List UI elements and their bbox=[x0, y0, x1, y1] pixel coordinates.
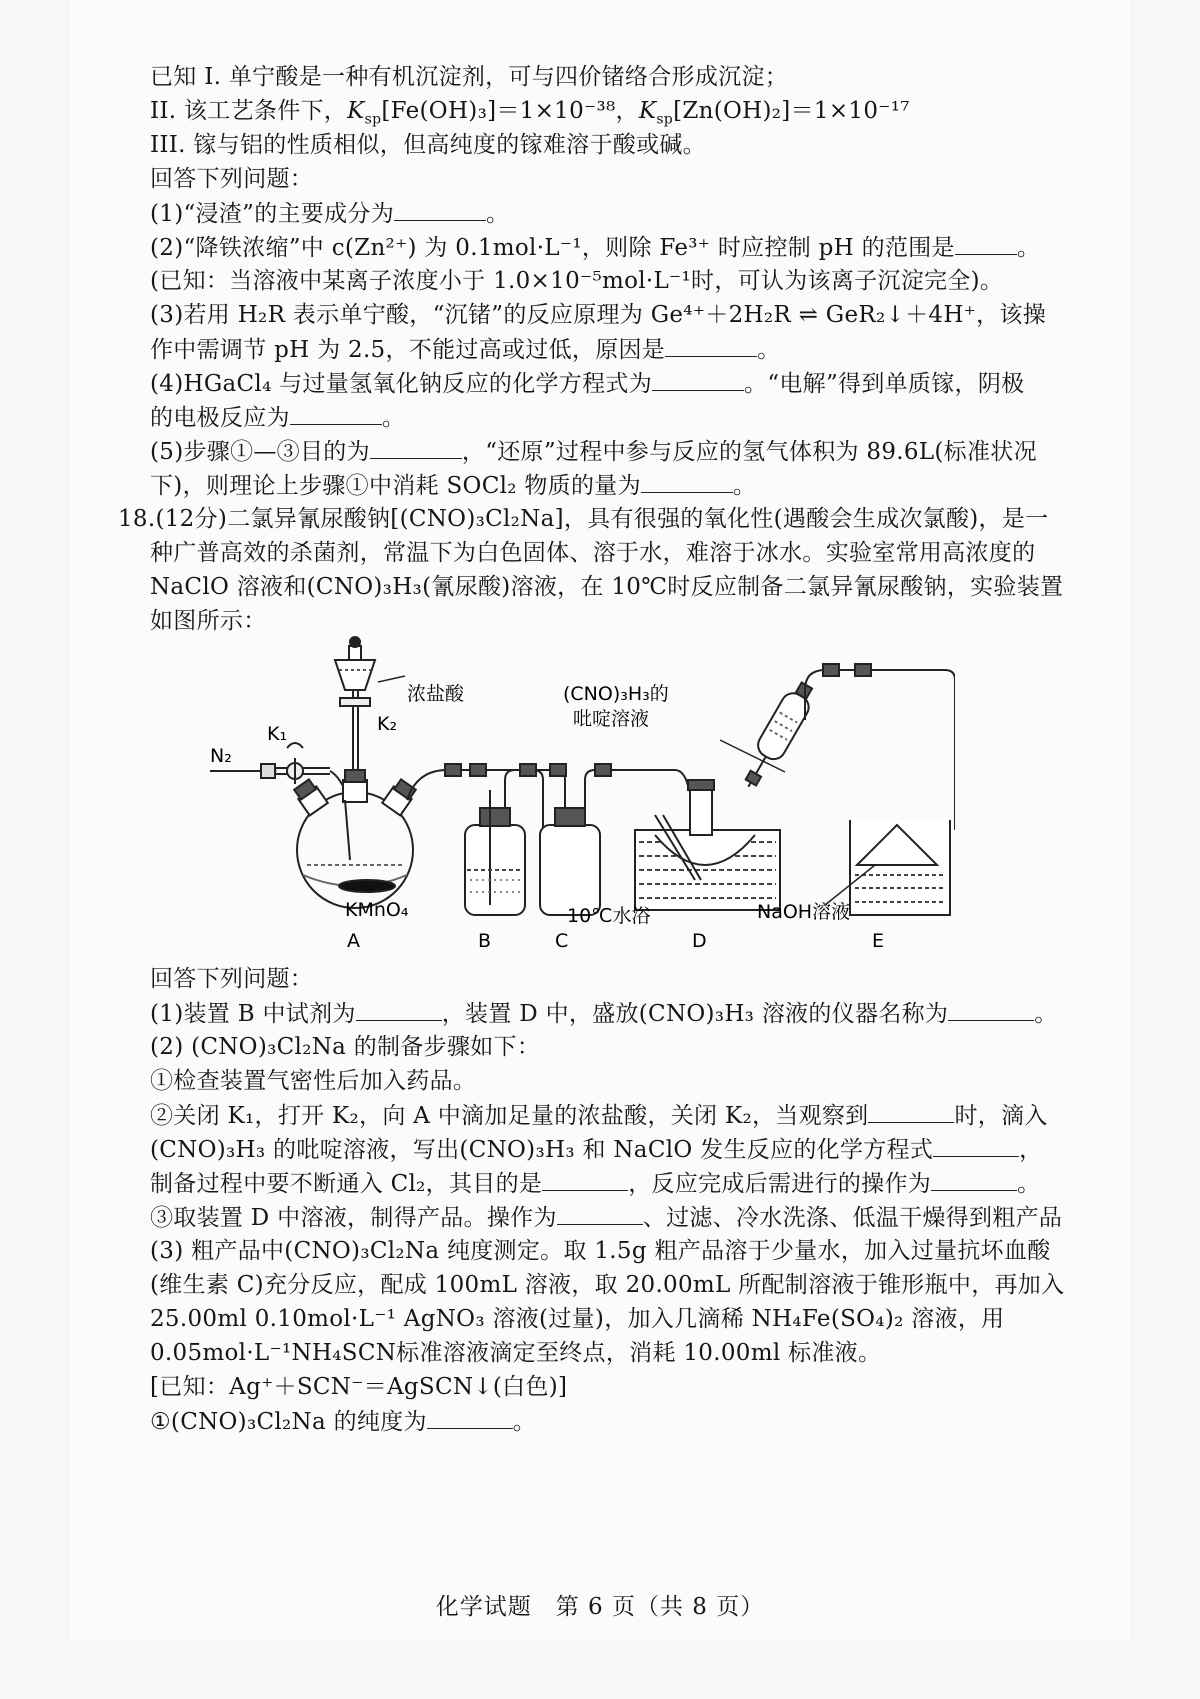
q18-part3-line3: 25.00ml 0.10mol·L⁻¹ AgNO₃ 溶液(过量)，加入几滴稀 NH₄Fe(SO₄)₂ 溶液，用 bbox=[150, 1306, 1005, 1332]
known-line-1: 已知 I. 单宁酸是一种有机沉淀剂，可与四价锗络合形成沉淀； bbox=[150, 64, 789, 90]
punct: 。 bbox=[512, 1409, 537, 1435]
q17-part2-note: (已知：当溶液中某离子浓度小于 1.0×10⁻⁵mol·L⁻¹时，可认为该离子沉淀完全)。 bbox=[150, 268, 1004, 294]
step-2-line1 bbox=[150, 1100, 1048, 1131]
answer-blank[interactable] bbox=[557, 1202, 643, 1225]
ksp-symbol: K bbox=[638, 98, 657, 124]
step-2-text: ②关闭 K₁，打开 K₂，向 A 中滴加足量的浓盐酸，关闭 K₂，当观察到 bbox=[150, 1103, 869, 1129]
label-kmno4: KMnO₄ bbox=[345, 899, 409, 921]
q18-part3-line2: (维生素 C)充分反应，配成 100mL 溶液，取 20.00mL 所配制溶液于锥形瓶中，再加入 bbox=[150, 1272, 1065, 1298]
q18-intro: 回答下列问题： bbox=[150, 966, 314, 992]
ksp-fe: [Fe(OH)₃]＝1×10⁻³⁸， bbox=[381, 98, 639, 124]
k2-valve bbox=[340, 698, 370, 706]
q18-part1-text: (1)装置 B 中试剂为 bbox=[150, 1001, 356, 1027]
label-e: E bbox=[872, 930, 885, 952]
q18-line4: 如图所示： bbox=[150, 608, 267, 634]
q17-part5-text3: 下)，则理论上步骤①中消耗 SOCl₂ 物质的量为 bbox=[150, 473, 641, 499]
q17-part4-line1 bbox=[150, 368, 1024, 399]
label-reagent-1: (CNO)₃H₃的 bbox=[563, 683, 669, 705]
step-3-text2: 、过滤、冷水洗涤、低温干燥得到粗产品 bbox=[642, 1205, 1063, 1231]
answer-blank[interactable] bbox=[370, 436, 462, 459]
apparatus-diagram bbox=[195, 630, 955, 960]
q18-part3-line1: (3) 粗产品中(CNO)₃Cl₂Na 纯度测定。取 1.5g 粗产品溶于少量水，加入过量抗坏血酸 bbox=[150, 1238, 1051, 1264]
q18-known: [已知：Ag⁺＋SCN⁻＝AgSCN↓(白色)] bbox=[150, 1374, 568, 1400]
step-2-line2 bbox=[150, 1134, 1042, 1165]
q17-intro: 回答下列问题： bbox=[150, 166, 314, 192]
label-hcl: 浓盐酸 bbox=[407, 683, 465, 705]
k1-connector bbox=[261, 764, 275, 778]
purity-text: ①(CNO)₃Cl₂Na 的纯度为 bbox=[150, 1409, 427, 1435]
step-3 bbox=[150, 1202, 1062, 1233]
step-3-text: ③取装置 D 中溶液，制得产品。操作为 bbox=[150, 1205, 557, 1231]
step-2-text2: 时，滴入 bbox=[954, 1103, 1048, 1129]
flask-a-middle-neck bbox=[343, 780, 367, 802]
step-2-text3: (CNO)₃H₃ 的吡啶溶液，写出(CNO)₃H₃ 和 NaClO 发生反应的化学方程式 bbox=[150, 1137, 934, 1163]
q17-part4-text2: 。“电解”得到单质镓，阴极 bbox=[744, 371, 1025, 397]
punct: 。 bbox=[1017, 1171, 1041, 1197]
q17-part5-line2 bbox=[150, 470, 756, 501]
label-k2: K₂ bbox=[377, 713, 398, 735]
q18-part3-line4: 0.05mol·L⁻¹NH₄SCN标准溶液滴定至终点，消耗 10.00ml 标准液。 bbox=[150, 1340, 882, 1366]
answer-blank[interactable] bbox=[394, 198, 486, 221]
step-2-line3 bbox=[150, 1168, 1040, 1199]
bottle-c bbox=[540, 825, 600, 915]
answer-blank[interactable] bbox=[290, 402, 382, 425]
answer-blank[interactable] bbox=[931, 1168, 1017, 1191]
punct: 。 bbox=[381, 405, 406, 431]
q17-part2 bbox=[150, 232, 1040, 263]
punct: 。 bbox=[1034, 1001, 1058, 1027]
ksp-subscript: sp bbox=[656, 111, 674, 128]
punct: 。 bbox=[1016, 235, 1041, 261]
q17-part1 bbox=[150, 198, 509, 229]
known-line-3: III. 镓与铝的性质相似，但高纯度的镓难溶于酸或碱。 bbox=[150, 132, 706, 158]
kmno4-solid bbox=[339, 880, 395, 892]
answer-blank[interactable] bbox=[955, 232, 1017, 255]
hcl-pointer bbox=[378, 676, 405, 682]
q18-part1-text2: ，装置 D 中，盛放(CNO)₃H₃ 溶液的仪器名称为 bbox=[441, 1001, 949, 1027]
label-water-bath: 10℃水浴 bbox=[567, 905, 651, 927]
known-line-2-prefix: II. 该工艺条件下， bbox=[150, 98, 348, 124]
step-2-text4: 制备过程中要不断通入 Cl₂，其目的是 bbox=[150, 1171, 543, 1197]
k1-handle bbox=[287, 743, 303, 748]
q17-part4-text3: 的电极反应为 bbox=[150, 405, 290, 431]
answer-blank[interactable] bbox=[948, 998, 1034, 1021]
q17-part3-text: 作中需调节 pH 为 2.5，不能过高或过低，原因是 bbox=[150, 337, 666, 363]
q17-part3-line1: (3)若用 H₂R 表示单宁酸，“沉锗”的反应原理为 Ge⁴⁺＋2H₂R ⇌ GeR₂↓＋4H⁺，该操 bbox=[150, 302, 1047, 328]
q17-part5-line1 bbox=[150, 436, 1037, 467]
known-line-2 bbox=[150, 96, 910, 126]
label-a: A bbox=[347, 930, 360, 952]
label-k1: K₁ bbox=[267, 723, 288, 745]
q18-part2: (2) (CNO)₃Cl₂Na 的制备步骤如下： bbox=[150, 1034, 541, 1060]
q18-line3: NaClO 溶液和(CNO)₃H₃(氰尿酸)溶液，在 10℃时反应制备二氯异氰尿酸钠，实验装置 bbox=[150, 574, 1064, 600]
ksp-subscript: sp bbox=[364, 111, 382, 128]
gas-inlet-tube bbox=[345, 800, 350, 860]
punct: 。 bbox=[757, 337, 781, 363]
label-reagent-2: 吡啶溶液 bbox=[573, 708, 650, 730]
punct: 。 bbox=[732, 473, 757, 499]
label-naoh: NaOH溶液 bbox=[757, 901, 851, 923]
step-1: ①检查装置气密性后加入药品。 bbox=[150, 1068, 477, 1094]
answer-blank[interactable] bbox=[652, 368, 744, 391]
q17-part5-text2: ，“还原”过程中参与反应的氢气体积为 89.6L(标准状况 bbox=[461, 439, 1037, 465]
page-footer: 化学试题 第 6 页（共 8 页） bbox=[435, 1594, 765, 1620]
label-d: D bbox=[692, 930, 707, 952]
answer-blank[interactable] bbox=[542, 1168, 628, 1191]
q17-part4-text: (4)HGaCl₄ 与过量氢氧化钠反应的化学方程式为 bbox=[150, 371, 653, 397]
q17-part5-text: (5)步骤①—③目的为 bbox=[150, 439, 370, 465]
answer-blank[interactable] bbox=[933, 1134, 1019, 1157]
q17-part2-text: (2)“降铁浓缩”中 c(Zn²⁺) 为 0.1mol·L⁻¹，则除 Fe³⁺ 时应控制 pH 的范围是 bbox=[150, 235, 955, 261]
label-c: C bbox=[555, 930, 569, 952]
answer-blank[interactable] bbox=[356, 998, 442, 1021]
step-2-text5: ，反应完成后需进行的操作为 bbox=[628, 1171, 932, 1197]
q18-line1: 18.(12分)二氯异氰尿酸钠[(CNO)₃Cl₂Na]，具有很强的氧化性(遇酸会生成次氯酸)，是一 bbox=[118, 506, 1049, 532]
tube-d-e bbox=[805, 670, 955, 830]
label-b: B bbox=[478, 930, 492, 952]
answer-blank[interactable] bbox=[665, 334, 757, 357]
q17-part3-line2 bbox=[150, 334, 780, 365]
punct: 。 bbox=[486, 201, 510, 227]
answer-blank[interactable] bbox=[427, 1406, 513, 1429]
q18-purity bbox=[150, 1406, 536, 1437]
ksp-symbol: K bbox=[347, 98, 365, 124]
punct: ， bbox=[1019, 1137, 1043, 1163]
q17-part4-line2 bbox=[150, 402, 405, 433]
label-n2: N₂ bbox=[210, 745, 232, 767]
ksp-zn: [Zn(OH)₂]＝1×10⁻¹⁷ bbox=[673, 98, 910, 124]
answer-blank[interactable] bbox=[868, 1100, 954, 1123]
q18-part1 bbox=[150, 998, 1058, 1029]
q18-line2: 种广普高效的杀菌剂，常温下为白色固体、溶于水，难溶于冰水。实验室常用高浓度的 bbox=[150, 540, 1036, 566]
q17-part1-text: (1)“浸渣”的主要成分为 bbox=[150, 201, 394, 227]
separatory-funnel bbox=[335, 660, 375, 690]
answer-blank[interactable] bbox=[641, 470, 733, 493]
